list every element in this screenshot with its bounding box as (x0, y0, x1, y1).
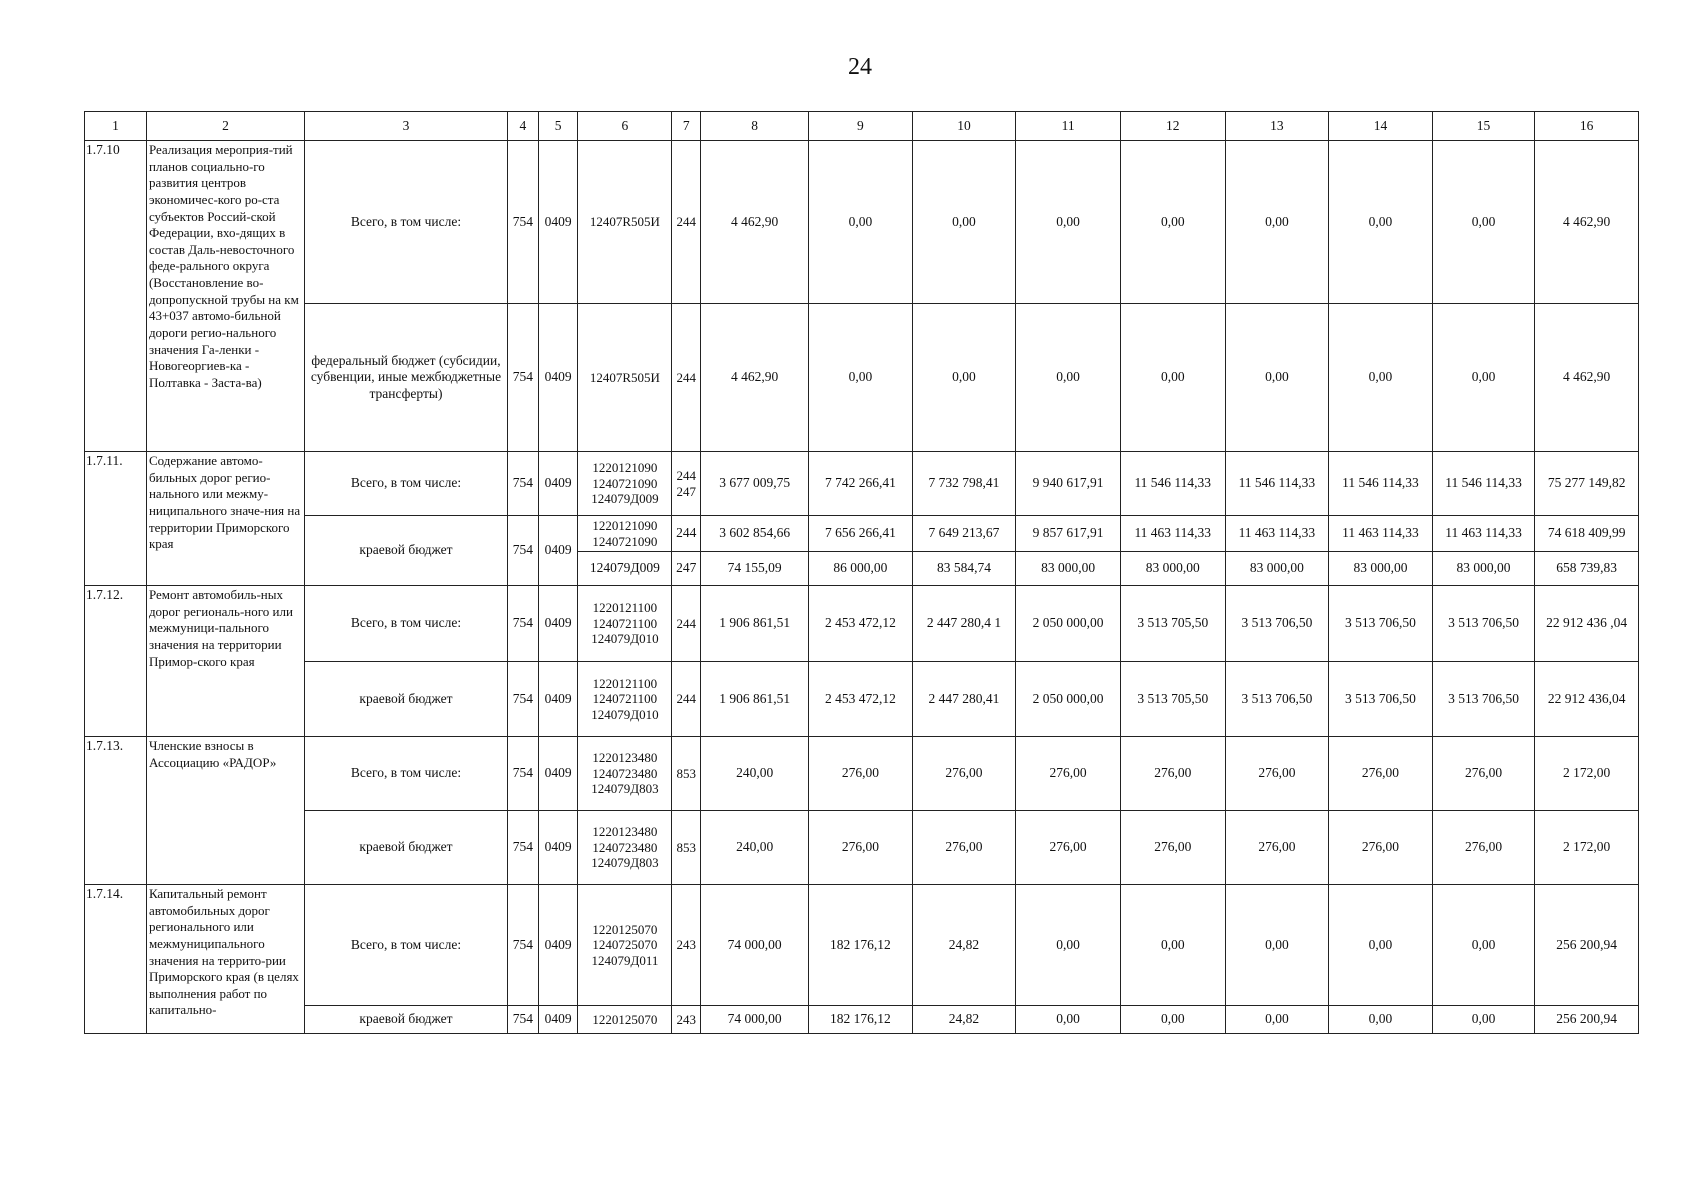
value-cell: 11 546 114,33 (1329, 452, 1433, 516)
value-cell: 9 940 617,91 (1016, 452, 1121, 516)
value-cell: 276,00 (1120, 811, 1225, 885)
value-cell: 11 546 114,33 (1225, 452, 1329, 516)
value-cell: 276,00 (1120, 737, 1225, 811)
value-cell: 22 912 436,04 (1535, 662, 1639, 737)
row-id: 1.7.13. (85, 737, 147, 885)
code-cell: 0409 (538, 1006, 578, 1034)
budget-source-label: Всего, в том числе: (305, 737, 508, 811)
header-cell: 8 (701, 112, 809, 141)
value-cell: 86 000,00 (809, 552, 913, 586)
value-cell: 0,00 (1120, 141, 1225, 304)
code-cell: 12407R505И (578, 304, 672, 452)
value-cell: 2 172,00 (1535, 811, 1639, 885)
header-row (85, 112, 1639, 141)
header-cell: 1 (85, 112, 147, 141)
value-cell: 3 677 009,75 (701, 452, 809, 516)
value-cell: 0,00 (1225, 141, 1329, 304)
value-cell: 3 513 706,50 (1329, 662, 1433, 737)
value-cell: 11 463 114,33 (1432, 516, 1535, 552)
code-cell: 1220121090 1240721090 124079Д009 (578, 452, 672, 516)
value-cell: 658 739,83 (1535, 552, 1639, 586)
value-cell: 7 732 798,41 (912, 452, 1016, 516)
row-title: Членские взносы в Ассоциацию «РАДОР» (146, 737, 304, 885)
value-cell: 11 546 114,33 (1432, 452, 1535, 516)
header-cell: 10 (912, 112, 1016, 141)
code-cell: 0409 (538, 141, 578, 304)
code-cell: 1220121090 1240721090 (578, 516, 672, 552)
value-cell: 0,00 (1225, 1006, 1329, 1034)
table-row (85, 516, 1639, 552)
code-cell: 754 (507, 737, 538, 811)
budget-source-label: Всего, в том числе: (305, 586, 508, 662)
value-cell: 276,00 (809, 811, 913, 885)
value-cell: 74 000,00 (701, 1006, 809, 1034)
row-title: Реализация мероприя-тий планов социально-го развития центров экономичес-кого ро-ста субъектов Россий-ской Федерации, вхо-дящих в состав Даль-невосточного феде-рального округа (Восстановление во-допропускной трубы на км 43+037 автомо-бильной дороги регио-нального значения Га-ленки - Новогеоргиев-ка - Полтавка - Заста-ва) (146, 141, 304, 452)
value-cell: 3 513 706,50 (1225, 662, 1329, 737)
value-cell: 2 453 472,12 (809, 586, 913, 662)
value-cell: 11 463 114,33 (1120, 516, 1225, 552)
code-cell: 244 (672, 662, 701, 737)
value-cell: 83 000,00 (1329, 552, 1433, 586)
code-cell: 247 (672, 552, 701, 586)
value-cell: 11 463 114,33 (1329, 516, 1433, 552)
value-cell: 276,00 (1432, 737, 1535, 811)
header-cell: 12 (1120, 112, 1225, 141)
table-row (85, 737, 1639, 811)
value-cell: 7 649 213,67 (912, 516, 1016, 552)
code-cell: 1220121100 1240721100 124079Д010 (578, 662, 672, 737)
table-row (85, 586, 1639, 662)
value-cell: 182 176,12 (809, 885, 913, 1006)
value-cell: 240,00 (701, 811, 809, 885)
code-cell: 754 (507, 304, 538, 452)
value-cell: 4 462,90 (701, 141, 809, 304)
header-cell: 5 (538, 112, 578, 141)
budget-source-label: Всего, в том числе: (305, 141, 508, 304)
value-cell: 0,00 (1329, 141, 1433, 304)
value-cell: 0,00 (1329, 304, 1433, 452)
value-cell: 83 000,00 (1016, 552, 1121, 586)
value-cell: 276,00 (809, 737, 913, 811)
value-cell: 276,00 (1016, 737, 1121, 811)
header-cell: 16 (1535, 112, 1639, 141)
code-cell: 754 (507, 586, 538, 662)
code-cell: 853 (672, 737, 701, 811)
row-title: Капитальный ремонт автомобильных дорог регионального или межмуниципального значения на террито-рии Приморского края (в целях выполнения работ по капитально- (146, 885, 304, 1034)
budget-source-label: краевой бюджет (305, 1006, 508, 1034)
code-cell: 1220123480 1240723480 124079Д803 (578, 737, 672, 811)
value-cell: 0,00 (1016, 1006, 1121, 1034)
value-cell: 256 200,94 (1535, 1006, 1639, 1034)
value-cell: 83 000,00 (1120, 552, 1225, 586)
value-cell: 2 050 000,00 (1016, 662, 1121, 737)
value-cell: 74 618 409,99 (1535, 516, 1639, 552)
value-cell: 0,00 (809, 304, 913, 452)
value-cell: 276,00 (1225, 811, 1329, 885)
table-row (85, 811, 1639, 885)
code-cell: 244 (672, 304, 701, 452)
header-cell: 7 (672, 112, 701, 141)
row-id: 1.7.12. (85, 586, 147, 737)
code-cell: 0409 (538, 586, 578, 662)
code-cell: 0409 (538, 737, 578, 811)
code-cell: 754 (507, 516, 538, 586)
value-cell: 0,00 (1120, 885, 1225, 1006)
value-cell: 2 172,00 (1535, 737, 1639, 811)
code-cell: 243 (672, 885, 701, 1006)
value-cell: 0,00 (1016, 141, 1121, 304)
value-cell: 3 513 706,50 (1329, 586, 1433, 662)
code-cell: 1220121100 1240721100 124079Д010 (578, 586, 672, 662)
code-cell: 244 (672, 516, 701, 552)
code-cell: 244 247 (672, 452, 701, 516)
header-cell: 15 (1432, 112, 1535, 141)
value-cell: 3 513 705,50 (1120, 586, 1225, 662)
code-cell: 244 (672, 586, 701, 662)
value-cell: 11 546 114,33 (1120, 452, 1225, 516)
value-cell: 0,00 (1016, 885, 1121, 1006)
value-cell: 3 513 706,50 (1432, 662, 1535, 737)
budget-source-label: краевой бюджет (305, 811, 508, 885)
value-cell: 0,00 (912, 141, 1016, 304)
value-cell: 182 176,12 (809, 1006, 913, 1034)
code-cell: 1220125070 1240725070 124079Д011 (578, 885, 672, 1006)
budget-source-label: Всего, в том числе: (305, 885, 508, 1006)
row-title: Ремонт автомобиль-ных дорог региональ-ного или межмуници-пального значения на территории Примор-ского края (146, 586, 304, 737)
value-cell: 83 000,00 (1432, 552, 1535, 586)
value-cell: 276,00 (912, 811, 1016, 885)
code-cell: 0409 (538, 304, 578, 452)
code-cell: 0409 (538, 811, 578, 885)
table-row (85, 662, 1639, 737)
value-cell: 74 155,09 (701, 552, 809, 586)
value-cell: 7 742 266,41 (809, 452, 913, 516)
header-cell: 4 (507, 112, 538, 141)
header-cell: 3 (305, 112, 508, 141)
code-cell: 243 (672, 1006, 701, 1034)
code-cell: 12407R505И (578, 141, 672, 304)
header-cell: 11 (1016, 112, 1121, 141)
value-cell: 83 000,00 (1225, 552, 1329, 586)
code-cell: 0409 (538, 662, 578, 737)
value-cell: 4 462,90 (701, 304, 809, 452)
value-cell: 4 462,90 (1535, 304, 1639, 452)
value-cell: 2 050 000,00 (1016, 586, 1121, 662)
value-cell: 240,00 (701, 737, 809, 811)
value-cell: 2 447 280,4 1 (912, 586, 1016, 662)
value-cell: 3 513 706,50 (1432, 586, 1535, 662)
budget-table (84, 111, 1639, 1034)
value-cell: 24,82 (912, 1006, 1016, 1034)
value-cell: 9 857 617,91 (1016, 516, 1121, 552)
code-cell: 754 (507, 811, 538, 885)
value-cell: 276,00 (912, 737, 1016, 811)
code-cell: 124079Д009 (578, 552, 672, 586)
code-cell: 853 (672, 811, 701, 885)
value-cell: 2 447 280,41 (912, 662, 1016, 737)
header-cell: 2 (146, 112, 304, 141)
value-cell: 276,00 (1016, 811, 1121, 885)
table-row (85, 1006, 1639, 1034)
value-cell: 3 513 705,50 (1120, 662, 1225, 737)
value-cell: 0,00 (912, 304, 1016, 452)
value-cell: 24,82 (912, 885, 1016, 1006)
value-cell: 1 906 861,51 (701, 662, 809, 737)
budget-source-label: краевой бюджет (305, 662, 508, 737)
value-cell: 0,00 (1432, 1006, 1535, 1034)
header-cell: 6 (578, 112, 672, 141)
code-cell: 754 (507, 141, 538, 304)
value-cell: 83 584,74 (912, 552, 1016, 586)
code-cell: 0409 (538, 516, 578, 586)
code-cell: 754 (507, 1006, 538, 1034)
header-cell: 13 (1225, 112, 1329, 141)
code-cell: 754 (507, 452, 538, 516)
value-cell: 1 906 861,51 (701, 586, 809, 662)
value-cell: 0,00 (1432, 885, 1535, 1006)
page-number: 24 (848, 54, 872, 80)
value-cell: 0,00 (1120, 1006, 1225, 1034)
value-cell: 276,00 (1432, 811, 1535, 885)
value-cell: 0,00 (1225, 885, 1329, 1006)
value-cell: 0,00 (1432, 304, 1535, 452)
code-cell: 754 (507, 885, 538, 1006)
code-cell: 1220123480 1240723480 124079Д803 (578, 811, 672, 885)
value-cell: 7 656 266,41 (809, 516, 913, 552)
value-cell: 0,00 (1225, 304, 1329, 452)
row-id: 1.7.10 (85, 141, 147, 452)
table-row (85, 885, 1639, 1006)
code-cell: 0409 (538, 452, 578, 516)
value-cell: 0,00 (1329, 885, 1433, 1006)
value-cell: 0,00 (1016, 304, 1121, 452)
value-cell: 0,00 (809, 141, 913, 304)
table-row (85, 452, 1639, 516)
value-cell: 4 462,90 (1535, 141, 1639, 304)
header-cell: 9 (809, 112, 913, 141)
value-cell: 3 602 854,66 (701, 516, 809, 552)
code-cell: 754 (507, 662, 538, 737)
value-cell: 22 912 436 ,04 (1535, 586, 1639, 662)
table-row (85, 304, 1639, 452)
code-cell: 0409 (538, 885, 578, 1006)
budget-source-label: федеральный бюджет (субсидии, субвенции, иные межбюджетные трансферты) (305, 304, 508, 452)
table-row (85, 141, 1639, 304)
value-cell: 75 277 149,82 (1535, 452, 1639, 516)
row-title: Содержание автомо-бильных дорог регио-нального или межму-ниципального значе-ния на территории Приморского края (146, 452, 304, 586)
value-cell: 276,00 (1329, 811, 1433, 885)
code-cell: 1220125070 (578, 1006, 672, 1034)
header-cell: 14 (1329, 112, 1433, 141)
value-cell: 74 000,00 (701, 885, 809, 1006)
row-id: 1.7.14. (85, 885, 147, 1034)
row-id: 1.7.11. (85, 452, 147, 586)
value-cell: 256 200,94 (1535, 885, 1639, 1006)
budget-source-label: Всего, в том числе: (305, 452, 508, 516)
value-cell: 2 453 472,12 (809, 662, 913, 737)
value-cell: 0,00 (1329, 1006, 1433, 1034)
value-cell: 3 513 706,50 (1225, 586, 1329, 662)
budget-source-label: краевой бюджет (305, 516, 508, 586)
code-cell: 244 (672, 141, 701, 304)
value-cell: 0,00 (1432, 141, 1535, 304)
value-cell: 11 463 114,33 (1225, 516, 1329, 552)
value-cell: 276,00 (1329, 737, 1433, 811)
value-cell: 0,00 (1120, 304, 1225, 452)
value-cell: 276,00 (1225, 737, 1329, 811)
